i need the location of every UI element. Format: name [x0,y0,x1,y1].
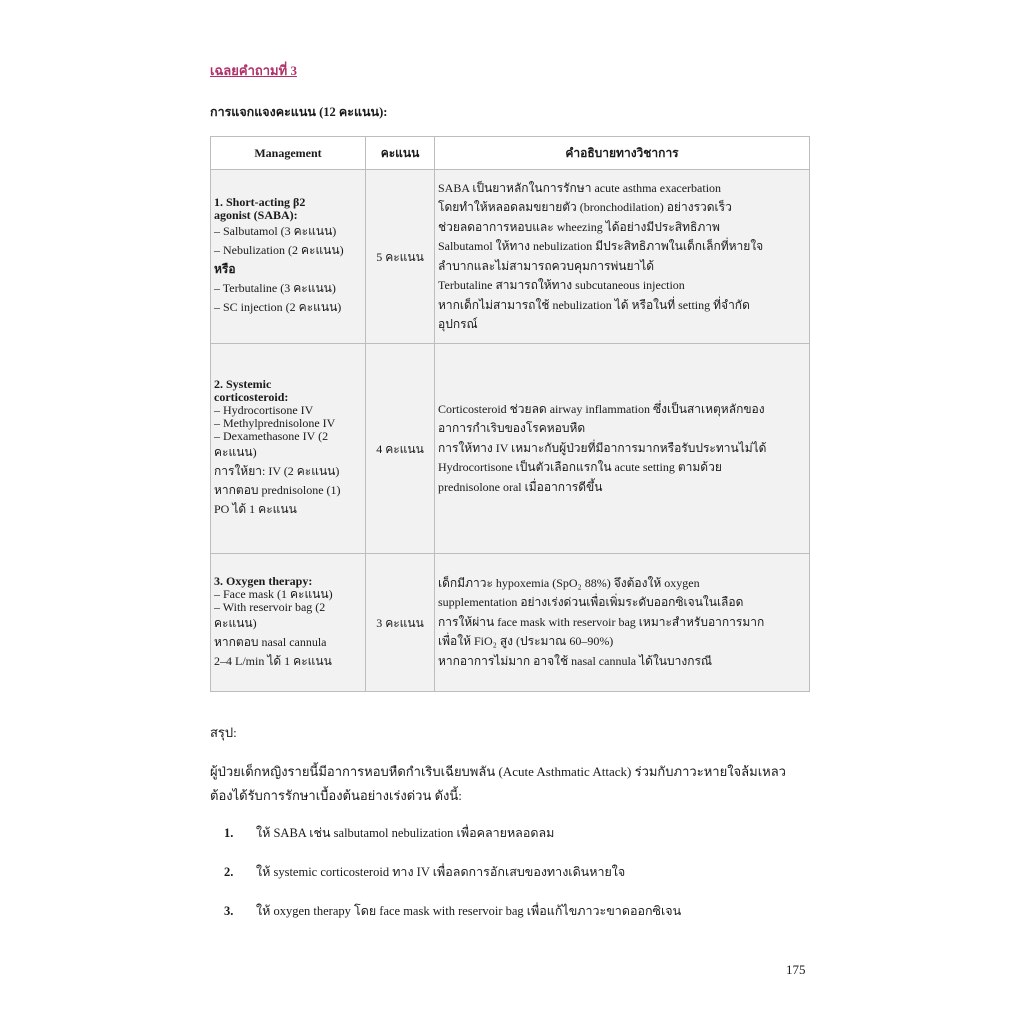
management-item: – Salbutamol (3 คะแนน) [214,224,337,238]
description-line: เด็กมีภาวะ hypoxemia (SpO₂ 88%) จึงต้องให้ oxygen [438,575,700,590]
table-row [211,344,810,554]
list-text: ให้ SABA เช่น salbutamol nebulization เพื่อคลายหลอดลม [256,826,555,840]
description-cell [435,344,810,554]
description-line: เพื่อให้ FiO₂ สูง (ประมาณ 60–90%) [438,634,614,649]
management-item: – With reservoir bag (2 [214,599,326,614]
management-title: 3. Oxygen therapy: [214,573,313,588]
description-line: Terbutaline สามารถให้ทาง subcutaneous injection [438,278,685,292]
table-row [211,554,810,692]
table-row [211,170,810,344]
management-item: หากตอบ prednisolone (1) [214,483,341,497]
page-number: 175 [786,962,806,977]
answer-heading: เฉลยคำถามที่ 3 [210,63,297,78]
management-item: – Face mask (1 คะแนน) [214,586,333,601]
header-management: Management [211,137,366,170]
summary-label: สรุป: [210,725,237,740]
management-cell [211,344,366,554]
management-item: คะแนน) [214,445,257,459]
list-text: ให้ systemic corticosteroid ทาง IV เพื่อลดการอักเสบของทางเดินหายใจ [256,865,626,879]
management-item: PO ได้ 1 คะแนน [214,502,297,516]
summary-list-item [224,901,681,921]
list-number: 2. [224,865,234,879]
summary-list-item [224,823,554,843]
score-cell: 5 คะแนน [366,170,435,344]
summary-line: ต้องได้รับการรักษาเบื้องต้นอย่างเร่งด่วน ดังนี้: [210,788,462,803]
score-cell: 4 คะแนน [366,344,435,554]
description-line: อาการกำเริบของโรคหอบหืด [438,421,586,436]
description-line: Salbutamol ให้ทาง nebulization มีประสิทธิภาพในเด็กเล็กที่หายใจ [438,239,764,253]
description-line: หากเด็กไม่สามารถใช้ nebulization ได้ หรือในที่ setting ที่จำกัด [438,297,750,312]
summary-line: ผู้ป่วยเด็กหญิงรายนี้มีอาการหอบหืดกำเริบเฉียบพลัน (Acute Asthmatic Attack) ร่วมกับภาวะหายใจล้มเหลว [210,764,786,779]
description-line: การให้ทาง IV เหมาะกับผู้ป่วยที่มีอาการมากหรือรับประทานไม่ได้ [438,440,767,455]
management-cell [211,554,366,692]
description-line: ลำบากและไม่สามารถควบคุมการพ่นยาได้ [438,258,655,273]
description-line: โดยทำให้หลอดลมขยายตัว (bronchodilation) อย่างรวดเร็ว [438,200,732,214]
header-description: คำอธิบายทางวิชาการ [435,137,810,170]
header-score: คะแนน [366,137,435,170]
score-cell: 3 คะแนน [366,554,435,692]
management-item: 2–4 L/min ได้ 1 คะแนน [214,653,332,668]
management-item: การให้ยา: IV (2 คะแนน) [214,464,340,478]
management-item: – Hydrocortisone IV [214,403,314,417]
management-item: หากตอบ nasal cannula [214,634,327,649]
description-line: Hydrocortisone เป็นตัวเลือกแรกใน acute setting ตามด้วย [438,460,722,475]
scoring-label: การแจกแจงคะแนน (12 คะแนน): [210,105,388,119]
management-title: 2. Systemic corticosteroid: [214,377,289,404]
management-item: – SC injection (2 คะแนน) [214,300,342,314]
description-line: หากอาการไม่มาก อาจใช้ nasal cannula ได้ในบางกรณี [438,653,713,668]
summary-list-item [224,862,625,882]
management-item: – Methylprednisolone IV [214,416,336,430]
management-item: – Dexamethasone IV (2 [214,429,329,443]
management-cell [211,170,366,344]
description-line: SABA เป็นยาหลักในการรักษา acute asthma exacerbation [438,180,722,195]
description-line: supplementation อย่างเร่งด่วนเพื่อเพิ่มระดับออกซิเจนในเลือด [438,595,744,610]
management-item: – Nebulization (2 คะแนน) [214,243,344,257]
list-number: 3. [224,904,234,918]
list-text: ให้ oxygen therapy โดย face mask with reservoir bag เพื่อแก้ไขภาวะขาดออกซิเจน [256,904,682,918]
description-line: prednisolone oral เมื่ออาการดีขึ้น [438,479,603,494]
description-line: การให้ผ่าน face mask with reservoir bag เหมาะสำหรับอาการมาก [438,614,765,629]
management-table [210,136,810,692]
description-line: Corticosteroid ช่วยลด airway inflammation ซึ่งเป็นสาเหตุหลักของ [438,401,765,416]
table-header-row [211,137,810,170]
management-item: – Terbutaline (3 คะแนน) [214,281,336,295]
management-item: คะแนน) [214,615,257,630]
description-line: ช่วยลดอาการหอบและ wheezing ได้อย่างมีประสิทธิภาพ [438,219,720,234]
description-line: อุปกรณ์ [438,317,478,331]
summary-paragraph [210,760,820,808]
list-number: 1. [224,826,234,840]
description-cell [435,170,810,344]
description-cell [435,554,810,692]
management-title: 1. Short-acting β2 agonist (SABA): [214,195,306,222]
management-item: หรือ [214,262,236,276]
